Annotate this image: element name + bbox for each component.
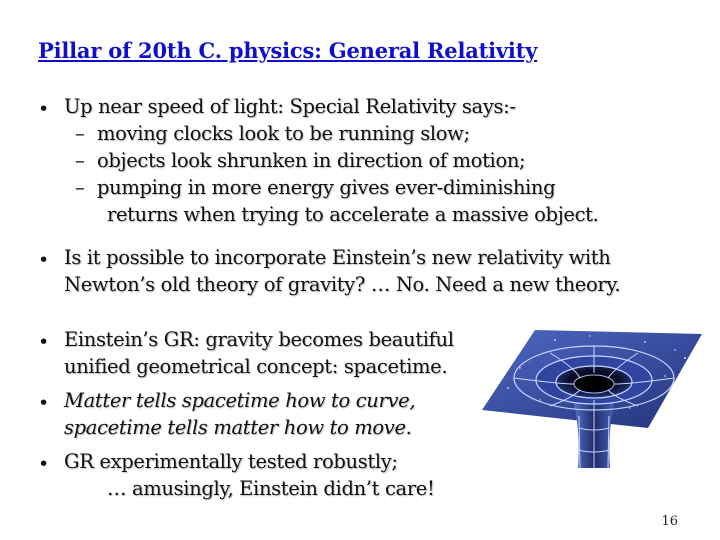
dash-marker: – bbox=[75, 149, 85, 172]
sub-bullet-2-text: objects look shrunken in direction of motion; bbox=[97, 149, 526, 172]
bullet-marker: • bbox=[38, 331, 50, 353]
slide-title: Pillar of 20th C. physics: General Relativity bbox=[38, 38, 538, 63]
dash-marker: – bbox=[75, 122, 85, 145]
bullet-marker: • bbox=[38, 98, 50, 120]
bullet-2-line-1: Is it possible to incorporate Einstein’s new relativity with bbox=[64, 246, 611, 269]
sub-bullet-3-line-1: pumping in more energy gives ever-diminishing bbox=[97, 176, 556, 199]
page-number: 16 bbox=[661, 514, 678, 529]
bullet-4-line-1: Matter tells spacetime how to curve, bbox=[64, 389, 416, 412]
bullet-3-line-2: unified geometrical concept: spacetime. bbox=[64, 355, 448, 378]
bullet-3-line-1: Einstein’s GR: gravity becomes beautiful bbox=[64, 328, 454, 351]
dash-marker: – bbox=[75, 176, 85, 199]
bullet-4-line-2: spacetime tells matter how to move. bbox=[64, 416, 412, 439]
bullet-marker: • bbox=[38, 453, 50, 475]
bullet-marker: • bbox=[38, 249, 50, 271]
spacetime-curvature-funnel-icon bbox=[480, 328, 705, 477]
bullet-2-line-2: Newton’s old theory of gravity? … No. Need a new theory. bbox=[64, 273, 621, 296]
bullet-5-line-2: … amusingly, Einstein didn’t care! bbox=[107, 477, 435, 500]
bullet-5-line-1: GR experimentally tested robustly; bbox=[64, 450, 398, 473]
sub-bullet-3-line-2: returns when trying to accelerate a massive object. bbox=[107, 203, 599, 226]
sub-bullet-1-text: moving clocks look to be running slow; bbox=[97, 122, 470, 145]
bullet-marker: • bbox=[38, 392, 50, 414]
bullet-1-text: Up near speed of light: Special Relativity says:- bbox=[64, 95, 516, 118]
